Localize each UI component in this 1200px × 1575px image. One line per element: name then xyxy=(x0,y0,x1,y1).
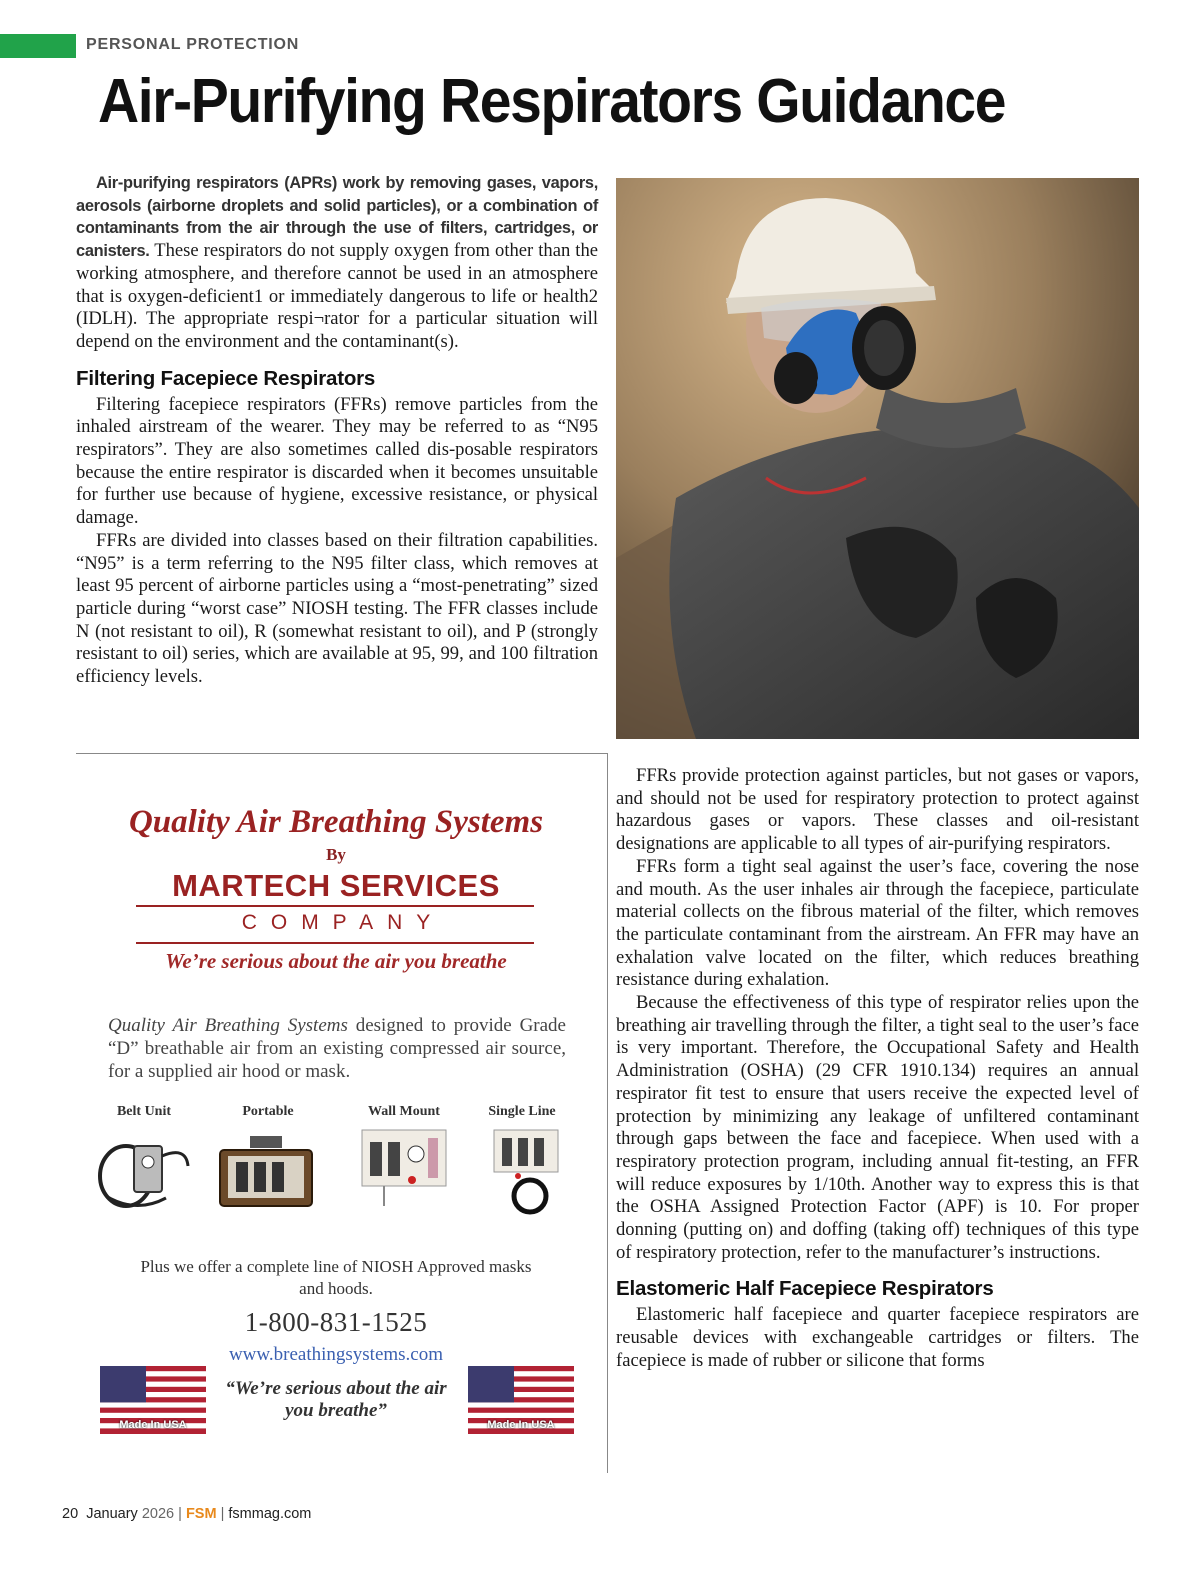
article-right-column xyxy=(616,765,1139,1373)
ad-phone-number[interactable]: 1-800-831-1525 xyxy=(244,1307,428,1337)
portable-unit-image xyxy=(216,1126,316,1216)
belt-unit-image xyxy=(96,1126,196,1216)
single-line-image xyxy=(480,1126,580,1216)
article-paragraph: FFRs form a tight seal against the user’s face, covering the nose and mouth. As the user inhales air through the facepiece, particulate material collects on the fibrous material of the filter, which removes the particulate contaminant from the airstream. An FFR may have an exhalation valve located on the filter, which reduces breathing resistance during exhalation. xyxy=(616,855,1139,991)
section-label: PERSONAL PROTECTION xyxy=(86,36,300,53)
section-color-bar xyxy=(0,34,76,58)
usa-flag-left xyxy=(100,1366,206,1434)
ad-by: By xyxy=(326,845,346,864)
product-label-belt-unit: Belt Unit xyxy=(116,1104,172,1119)
magazine-website-link[interactable]: fsmmag.com xyxy=(228,1506,312,1522)
article-paragraph: FFRs provide protection against particles, but not gases or vapors, and should not be used for respiratory protection to protect against hazardous gases or vapors. These classes and oil-resistant designations are applicable to all types of air-purifying respirators. xyxy=(616,765,1139,855)
footer-separator: | xyxy=(178,1506,182,1522)
lead-rest-text: These respirators do not supply oxygen from other than the working atmosphere, and therefore cannot be used in an atmosphere that is oxygen-deficient1 or immediately dangerous to life or health2 (IDLH). The appropriate respi¬rator for a particular situation will depend on the environment and the contaminant(s). xyxy=(76,240,598,352)
product-label-single-line: Single Line xyxy=(488,1104,556,1119)
ad-quote: “We’re serious about the air you breathe” xyxy=(225,1378,447,1421)
ad-desc-italic: Quality Air Breathing Systems xyxy=(108,1015,348,1036)
ad-description xyxy=(108,1014,566,1083)
product-label-portable: Portable xyxy=(242,1104,294,1119)
made-in-usa-badge: Made In USA xyxy=(487,1419,555,1431)
ad-desc-rest: designed to provide Grade “D” breathable air from an existing compressed air source, for a supplied air hood or mask. xyxy=(108,1015,566,1082)
article-paragraph: Because the effectiveness of this type of respirator relies upon the breathing air travelling through the filter, a tight seal to the user’s face is very important. Therefore, the Occupational Safety and Health Administration (OSHA) (29 CFR 1910.134) requires an annual respirator fit test to ensure that users receive the expected level of protection by minimizing any leakage of unfiltered contaminant through gaps between the face and facepiece. When used with a respiratory protection program, including annual fit-testing, an FFR will reduce exposures by 1/10th. Another way to express this is that the OSHA Assigned Protection Factor (APF) is 10. For proper donning (putting on) and doffing (taking off) techniques of this type of respiratory protection, refer to the manufacturer’s instructions. xyxy=(616,992,1139,1263)
ad-tagline: We’re serious about the air you breathe xyxy=(165,949,507,973)
article-paragraph: FFRs are divided into classes based on their filtration capabilities. “N95” is a term referring to the N95 filter class, which removes at least 95 percent of airborne particles using a “most-penetrating” sized particle during “worst case” NIOSH testing. The FFR classes include N (not resistant to oil), R (somewhat resistant to oil), and P (strongly resistant to oil) series, which are available at 95, 99, and 100 filtration efficiency levels. xyxy=(76,529,598,688)
issue-month: January xyxy=(86,1506,138,1522)
page-title: Air-Purifying Respirators Guidance xyxy=(98,67,1006,136)
lead-paragraph xyxy=(76,172,598,354)
lead-bold-text: Air-purifying respirators (APRs) work by removing gases, vapors, aerosols (airborne droplets and solid particles), or a combination of contaminants from the air through the use of filters, cartridges, or canisters. xyxy=(76,174,598,261)
ad-divider xyxy=(136,942,534,944)
made-in-usa-badge: Made In USA xyxy=(119,1419,187,1431)
ad-divider xyxy=(136,905,534,907)
article-paragraph: Filtering facepiece respirators (FFRs) remove particles from the inhaled airstream of the wearer. They may be referred to as “N95 respirators”. They are also sometimes called dis-posable respirators because the entire respirator is discarded when it becomes unsuitable for further use because of hygiene, excessive resistance, or physical damage. xyxy=(76,393,598,529)
magazine-brand: FSM xyxy=(185,1506,217,1522)
worker-respirator-photo xyxy=(616,178,1139,739)
product-label-wall-mount: Wall Mount xyxy=(368,1104,440,1119)
ad-company-suffix: COMPANY xyxy=(241,911,445,934)
wall-mount-image xyxy=(354,1126,454,1216)
footer-separator: | xyxy=(220,1506,225,1522)
page-number: 20 xyxy=(62,1506,79,1522)
ad-offer-text: Plus we offer a complete line of NIOSH Approved masks and hoods. xyxy=(140,1257,532,1298)
ad-title: Quality Air Breathing Systems xyxy=(128,804,544,840)
usa-flag-right xyxy=(468,1366,574,1434)
article-left-column xyxy=(76,172,598,689)
page-footer xyxy=(62,1506,311,1522)
subheading-filtering-facepiece: Filtering Facepiece Respirators xyxy=(76,366,376,390)
ad-website-link[interactable]: www.breathingsystems.com xyxy=(228,1344,444,1365)
subheading-elastomeric-half-facepiece: Elastomeric Half Facepiece Respirators xyxy=(616,1277,994,1301)
issue-year: 2026 xyxy=(141,1506,175,1522)
article-paragraph: Elastomeric half facepiece and quarter facepiece respirators are reusable devices with exchangeable cartridges or filters. The facepiece is made of rubber or silicone that forms xyxy=(616,1304,1139,1371)
worker-photo-illustration xyxy=(616,178,1139,739)
ad-company-name: MARTECH SERVICES xyxy=(172,868,500,903)
advertisement-martech[interactable] xyxy=(76,753,608,1473)
